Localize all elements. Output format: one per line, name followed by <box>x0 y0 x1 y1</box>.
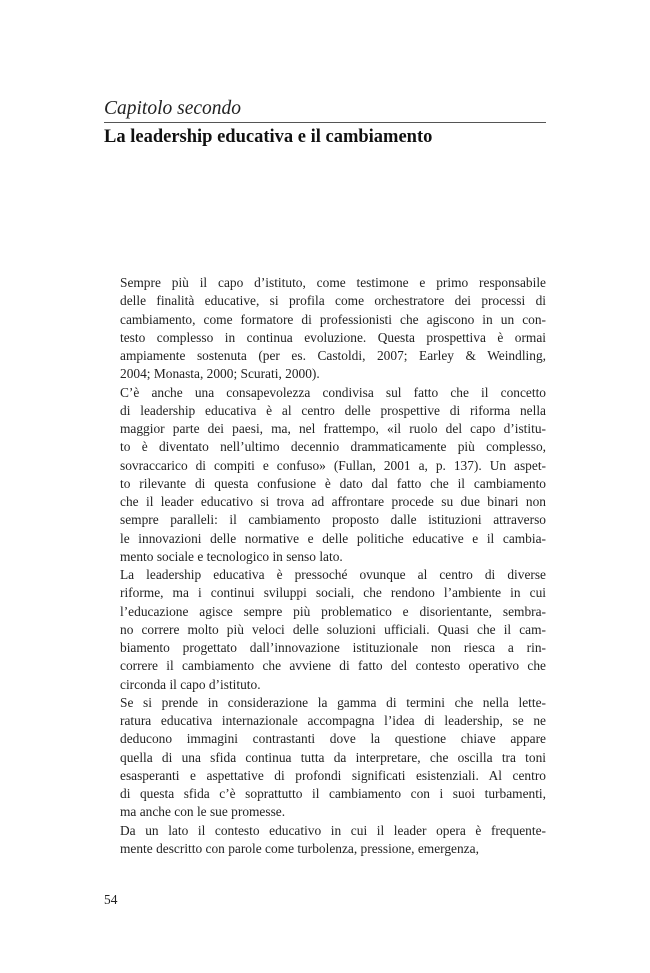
page-number: 54 <box>104 892 118 907</box>
paragraph <box>104 274 546 384</box>
text-line: delle finalità educative, si profila come orchestratore dei processi di <box>120 293 546 309</box>
chapter-label: Capitolo secondo <box>104 98 242 119</box>
text-line: maggior parte dei paesi, ma, nel frattempo, «il ruolo del capo d’istitu- <box>120 421 546 436</box>
text-line: di leadership educativa è al centro delle prospettive di riforma nella <box>120 402 546 418</box>
text-line: di questa sfida c’è soprattutto il cambiamento con i suoi turbamenti, <box>120 786 546 801</box>
chapter-title: La leadership educativa e il cambiamento <box>104 127 433 147</box>
text-line: mente descritto con parole come turbolenza, pressione, emergenza, <box>120 840 479 856</box>
text-line: sovraccarico di compiti e confuso» (Fullan, 2001 a, p. 137). Un aspet- <box>120 457 546 473</box>
paragraph <box>104 384 546 567</box>
text-line: La leadership educativa è pressoché ovunque al centro di diverse <box>120 567 546 582</box>
text-line: Sempre più il capo d’istituto, come testimone e primo responsabile <box>120 275 546 290</box>
body-text <box>104 274 546 858</box>
text-line: correre il cambiamento che avviene di fatto del contesto operativo che <box>120 658 546 674</box>
text-line: biamento progettato dall’innovazione istituzionale non riesca a rin- <box>120 640 546 655</box>
text-line: ratura educativa internazionale accompagna l’idea di leadership, se ne <box>120 713 546 728</box>
text-line: mento sociale e tecnologico in senso lato. <box>120 548 343 564</box>
text-line: to rilevante di questa confusione è dato dal fatto che il cambiamento <box>120 475 546 491</box>
text-line: sempre paralleli: il cambiamento proposto dalle istituzioni attraverso <box>120 512 546 528</box>
paragraph <box>104 566 546 694</box>
text-line: quella di una sfida continua tutta da interpretare, che oscilla tra toni <box>120 749 546 765</box>
text-line: no correre molto più veloci delle soluzioni ufficiali. Quasi che il cam- <box>120 621 546 637</box>
text-line: testo complesso in continua evoluzione. Questa prospettiva è ormai <box>120 329 546 345</box>
text-line: Da un lato il contesto educativo in cui il leader opera è frequente- <box>120 822 546 838</box>
text-line: le innovazioni delle normative e delle politiche educative e il cambia- <box>120 530 546 546</box>
paragraph <box>104 694 546 822</box>
text-line: Se si prende in considerazione la gamma di termini che nella lette- <box>120 694 546 710</box>
paragraph <box>104 822 546 859</box>
text-line: l’educazione agisce sempre più problematico e disorientante, sembra- <box>120 603 546 619</box>
text-line: C’è anche una consapevolezza condivisa sul fatto che il concetto <box>120 384 546 400</box>
text-line: riforme, ma i continui sviluppi sociali, che rendono l’ambiente in cui <box>120 585 546 601</box>
text-line: to è diventato nell’ultimo decennio drammaticamente più complesso, <box>120 439 546 455</box>
text-line: che il leader educativo si trova ad affrontare procede su due binari non <box>120 494 546 509</box>
text-line: cambiamento, come formatore di professionisti che agiscono in un con- <box>120 311 546 327</box>
text-line: ma anche con le sue promesse. <box>120 804 286 820</box>
text-line: 2004; Monasta, 2000; Scurati, 2000). <box>120 366 320 382</box>
chapter-rule <box>104 122 546 123</box>
text-line: esasperanti e aspettative di profondi significati esistenziali. Al centro <box>120 767 546 783</box>
text-line: deducono immagini contrastanti dove la questione chiave appare <box>120 731 546 747</box>
text-line: circonda il capo d’istituto. <box>120 676 261 692</box>
text-line: ampiamente sostenuta (per es. Castoldi, 2007; Earley & Weindling, <box>120 348 546 363</box>
